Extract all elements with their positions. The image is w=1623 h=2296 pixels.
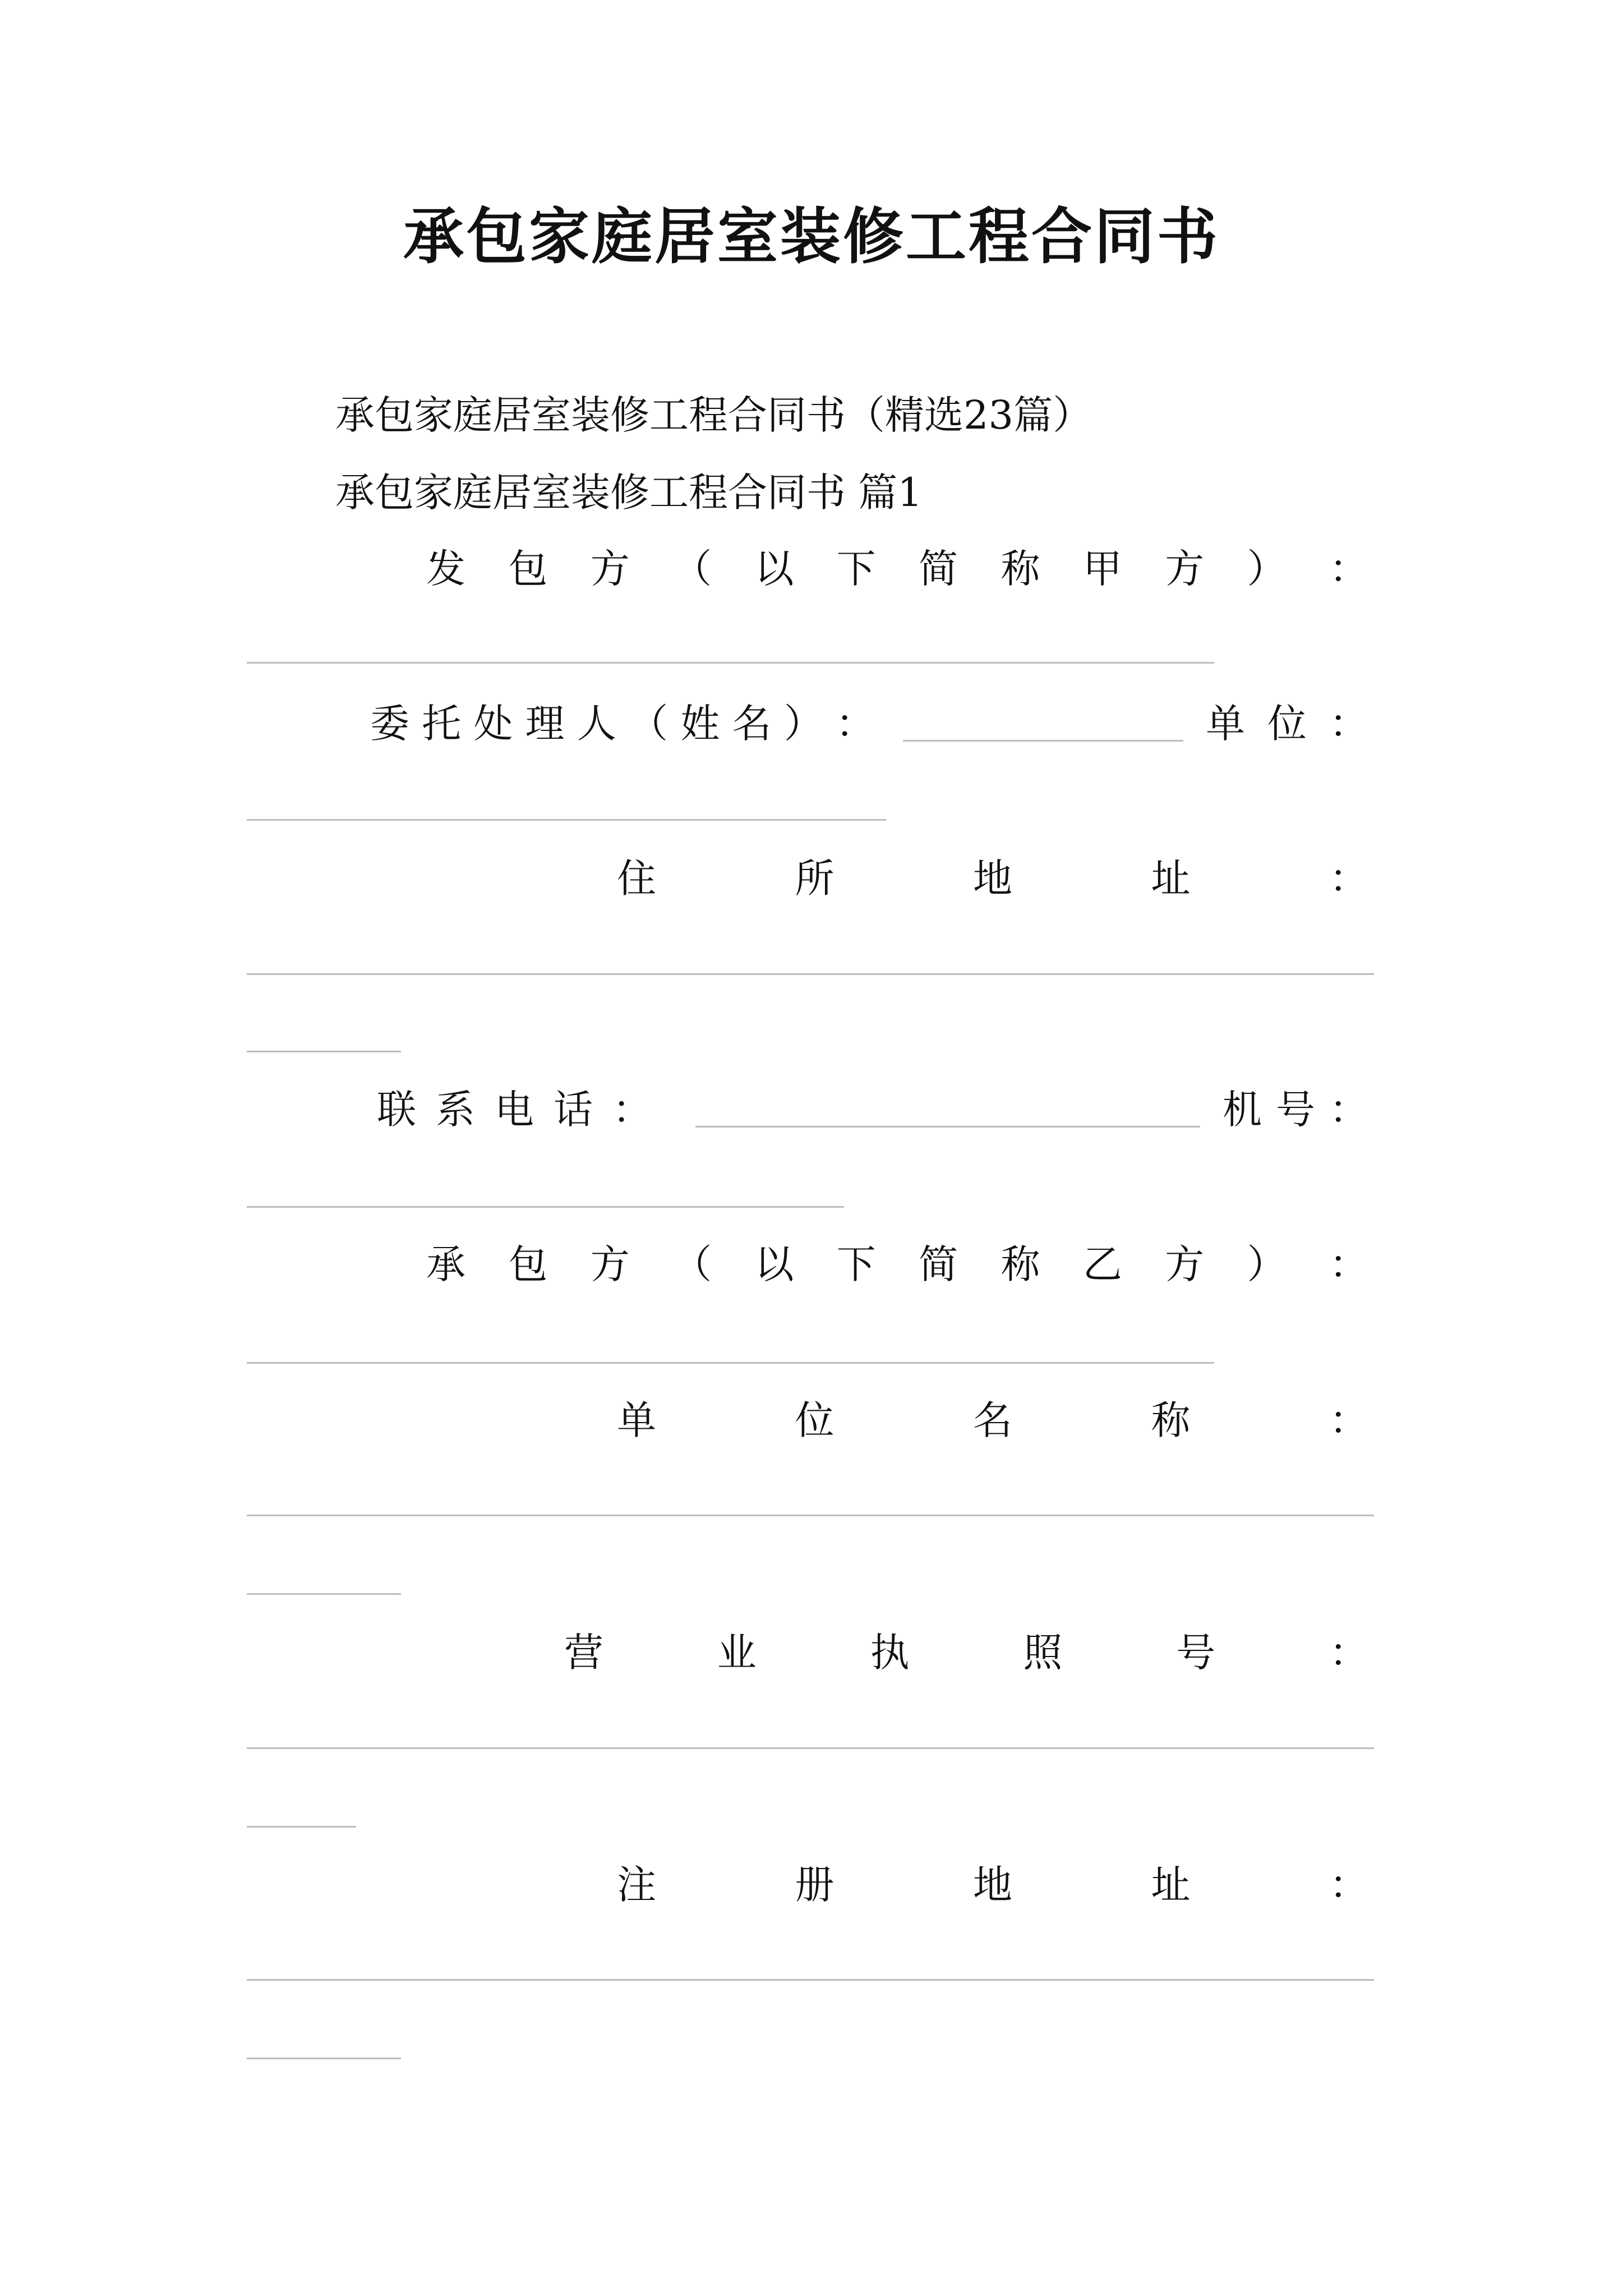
party-b-label-char: 方 [590, 1241, 630, 1287]
unit-label [1206, 697, 1368, 751]
address-label-char: ： [1329, 855, 1368, 901]
mobile-label-char: 号 [1276, 1087, 1315, 1133]
party-b-unit-name-blank-cont[interactable] [247, 1593, 401, 1595]
agent-label-char: 姓 [680, 701, 720, 747]
party-a-address-blank[interactable] [247, 973, 1374, 975]
reg-address-label-char: 址 [1151, 1862, 1191, 1908]
party-b-name-blank[interactable] [247, 1362, 1214, 1364]
party-a-label-char: 简 [919, 546, 958, 592]
party-a-label-char: （ [672, 546, 712, 592]
mobile-label-char: 机 [1223, 1087, 1262, 1133]
phone-label-char: 话 [554, 1087, 593, 1133]
party-a-label-char: 方 [1165, 546, 1205, 592]
party-b-label-char: 承 [426, 1241, 465, 1287]
phone-label-char: 系 [436, 1087, 475, 1133]
party-b-label-row [426, 1237, 1368, 1291]
phone-label-char: 电 [495, 1087, 534, 1133]
party-b-label-char: 方 [1165, 1241, 1205, 1287]
party-a-label-row [426, 542, 1368, 596]
party-b-reg-address-blank[interactable] [247, 1979, 1374, 1981]
agent-label-char: ） [783, 701, 823, 747]
license-label-char: 业 [717, 1630, 757, 1676]
reg-address-label-char: ： [1329, 1862, 1368, 1908]
agent-label-char: 理 [525, 701, 565, 747]
unit-label-char: 单 [1206, 701, 1245, 747]
party-a-label-char: 发 [426, 546, 465, 592]
party-b-label-char: ） [1247, 1241, 1287, 1287]
agent-label-char: 人 [577, 701, 616, 747]
party-b-label-char: 以 [754, 1241, 794, 1287]
party-b-label-char: 乙 [1082, 1241, 1122, 1287]
party-b-label-char: ： [1329, 1241, 1368, 1287]
agent-label-char: 处 [473, 701, 513, 747]
party-b-label-char: （ [672, 1241, 712, 1287]
license-label-char: ： [1329, 1630, 1368, 1676]
reg-address-label-char: 地 [973, 1862, 1012, 1908]
party-a-label-char: 下 [836, 546, 876, 592]
party-b-license-blank-cont[interactable] [247, 1826, 356, 1828]
party-b-reg-address-blank-cont[interactable] [247, 2058, 401, 2059]
agent-label-char: 委 [370, 701, 409, 747]
subtitle-article-1: 承包家庭居室装修工程合同书 篇1 [335, 470, 923, 516]
party-b-label-char: 包 [508, 1241, 548, 1287]
party-a-name-blank[interactable] [247, 662, 1214, 664]
party-a-mobile-blank[interactable] [247, 1206, 844, 1208]
agent-label [370, 697, 875, 751]
party-a-address-blank-cont[interactable] [247, 1051, 401, 1052]
unit-name-label-char: ： [1329, 1397, 1368, 1443]
address-label-char: 住 [617, 855, 656, 901]
agent-name-blank[interactable] [903, 714, 1183, 742]
phone-label-char: ： [612, 1087, 652, 1133]
agent-label-char: ： [835, 701, 875, 747]
party-a-unit-blank[interactable] [247, 819, 886, 821]
party-b-label-char: 称 [1000, 1241, 1040, 1287]
party-a-label-char: 称 [1000, 546, 1040, 592]
unit-name-label-char: 位 [795, 1397, 834, 1443]
unit-label-char: 位 [1267, 701, 1307, 747]
unit-label-char: ： [1329, 701, 1368, 747]
party-a-label-char: ： [1329, 546, 1368, 592]
party-b-unit-name-blank[interactable] [247, 1515, 1374, 1516]
license-label-char: 号 [1176, 1630, 1216, 1676]
subtitle-collection: 承包家庭居室装修工程合同书（精选23篇） [335, 392, 1092, 438]
unit-name-label-char: 称 [1151, 1397, 1191, 1443]
party-b-license-row [564, 1626, 1368, 1680]
agent-label-char: 托 [422, 701, 462, 747]
party-b-reg-address-row [617, 1858, 1368, 1912]
party-a-label-char: 以 [754, 546, 794, 592]
reg-address-label-char: 注 [617, 1862, 656, 1908]
address-label-char: 址 [1151, 855, 1191, 901]
agent-label-char: 名 [732, 701, 772, 747]
phone-label [377, 1083, 652, 1137]
unit-name-label-char: 单 [617, 1397, 656, 1443]
phone-label-char: 联 [377, 1087, 416, 1133]
party-b-license-blank[interactable] [247, 1747, 1374, 1749]
address-label-char: 地 [973, 855, 1012, 901]
party-a-agent-row [370, 697, 1368, 751]
party-b-label-char: 下 [836, 1241, 876, 1287]
party-a-label-char: 包 [508, 546, 548, 592]
license-label-char: 营 [564, 1630, 603, 1676]
party-a-label-char: ） [1247, 546, 1287, 592]
document-title: 承包家庭居室装修工程合同书 [403, 201, 1220, 272]
phone-blank[interactable] [695, 1100, 1200, 1128]
party-a-address-row [617, 852, 1368, 905]
unit-name-label-char: 名 [973, 1397, 1012, 1443]
mobile-label [1223, 1083, 1368, 1137]
party-a-label-char: 方 [590, 546, 630, 592]
party-b-label-char: 简 [919, 1241, 958, 1287]
agent-label-char: （ [629, 701, 668, 747]
party-a-label-char: 甲 [1082, 546, 1122, 592]
mobile-label-char: ： [1329, 1087, 1368, 1133]
address-label-char: 所 [795, 855, 834, 901]
party-b-unit-name-row [617, 1393, 1368, 1447]
reg-address-label-char: 册 [795, 1862, 834, 1908]
license-label-char: 照 [1023, 1630, 1063, 1676]
license-label-char: 执 [870, 1630, 910, 1676]
party-a-phone-row [377, 1083, 1368, 1137]
